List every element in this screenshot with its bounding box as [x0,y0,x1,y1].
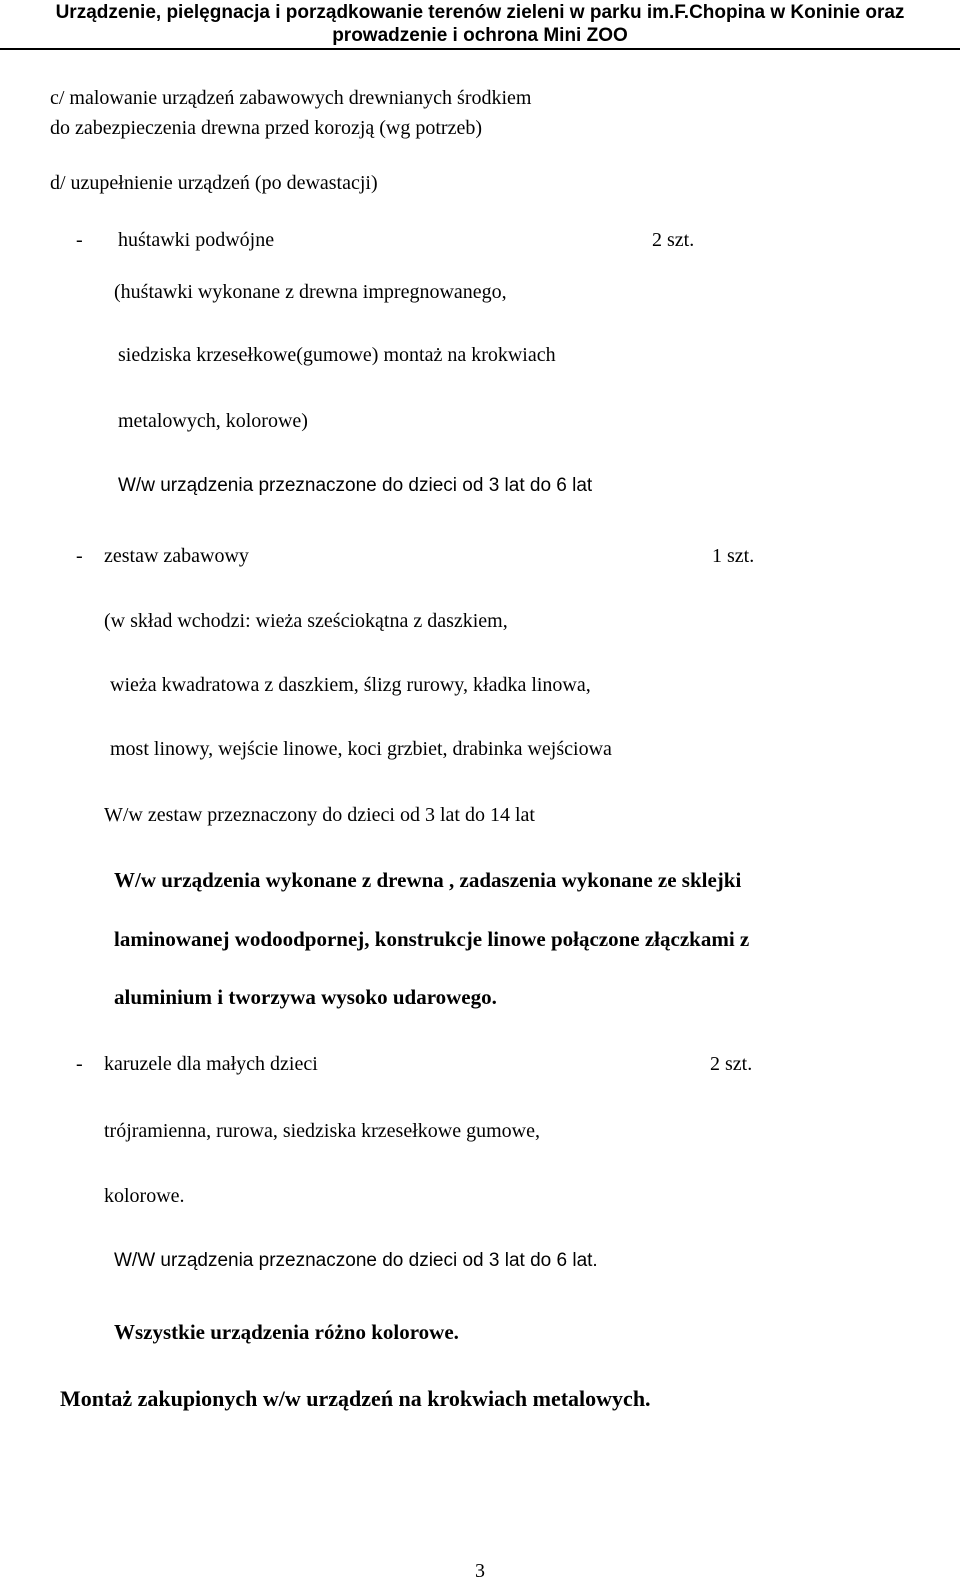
carousel-quantity: 2 szt. [710,1053,753,1075]
carousel-dash: - [76,1053,83,1075]
swings-desc-3: metalowych, kolorowe) [118,410,308,432]
carousel-desc-1: trójramienna, rurowa, siedziska krzesełkowe gumowe, [104,1120,540,1142]
item-c-line-1: c/ malowanie urządzeń zabawowych drewnianych środkiem [50,87,532,109]
set-age-note: W/w zestaw przeznaczony do dzieci od 3 lat do 14 lat [104,804,535,826]
item-c-line-2: do zabezpieczenia drewna przed korozją (wg potrzeb) [50,117,482,139]
mounting-note: Montaż zakupionych w/w urządzeń na krokwiach metalowych. [60,1386,651,1411]
swings-label: huśtawki podwójne [118,229,275,251]
set-dash: - [76,545,83,567]
all-colors-note: Wszystkie urządzenia różno kolorowe. [114,1320,459,1344]
set-label: zestaw zabawowy [104,545,249,567]
material-note-1: W/w urządzenia wykonane z drewna , zadaszenia wykonane ze sklejki [114,868,742,892]
item-d-line: d/ uzupełnienie urządzeń (po dewastacji) [50,172,378,194]
set-quantity: 1 szt. [712,545,755,567]
material-note-3: aluminium i tworzywa wysoko udarowego. [114,985,497,1009]
set-desc-2: wieża kwadratowa z daszkiem, ślizg rurowy, kładka linowa, [110,674,591,696]
header-line-1: Urządzenie, pielęgnacja i porządkowanie terenów zieleni w parku im.F.Chopina w Koninie oraz [55,2,905,23]
carousel-desc-2: kolorowe. [104,1185,185,1207]
swings-dash: - [76,229,83,251]
header-line-2: prowadzenie i ochrona Mini ZOO [332,25,628,46]
carousel-label: karuzele dla małych dzieci [104,1053,318,1075]
set-desc-3: most linowy, wejście linowe, koci grzbiet, drabinka wejściowa [110,738,612,760]
swings-quantity: 2 szt. [652,229,695,251]
swings-desc-1: (huśtawki wykonane z drewna impregnowanego, [114,281,507,303]
swings-age-note: W/w urządzenia przeznaczone do dzieci od 3 lat do 6 lat [118,475,593,496]
material-note-2: laminowanej wodoodpornej, konstrukcje linowe połączone złączkami z [114,927,750,951]
carousel-age-note: W/W urządzenia przeznaczone do dzieci od 3 lat do 6 lat. [114,1250,598,1271]
set-desc-1: (w skład wchodzi: wieża sześciokątna z daszkiem, [104,610,508,632]
header-divider [0,48,960,50]
swings-desc-2: siedziska krzesełkowe(gumowe) montaż na krokwiach [118,344,556,366]
page-number: 3 [475,1560,485,1582]
